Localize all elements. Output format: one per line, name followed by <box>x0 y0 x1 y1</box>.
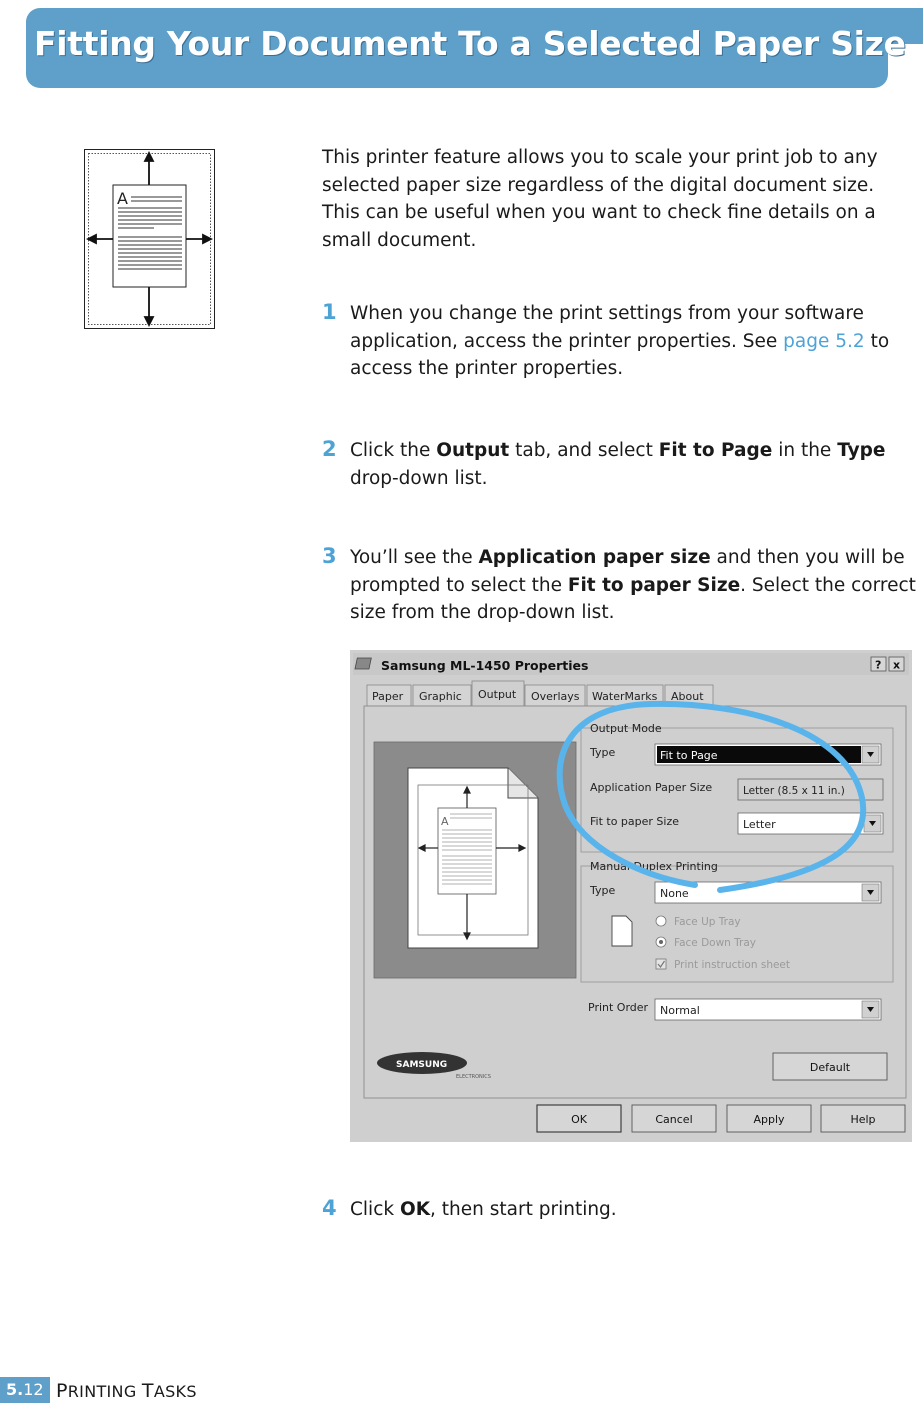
svg-text:Letter (8.5 x 11 in.): Letter (8.5 x 11 in.) <box>743 785 845 797</box>
step-number: 2 <box>322 437 337 461</box>
print-order-label: Print Order <box>588 1001 649 1014</box>
step-number: 1 <box>322 300 337 324</box>
svg-text:Print instruction sheet: Print instruction sheet <box>674 959 791 971</box>
svg-text:WaterMarks: WaterMarks <box>592 690 658 703</box>
step-number: 3 <box>322 544 337 568</box>
step-2 <box>322 437 917 492</box>
step-1 <box>322 300 917 383</box>
svg-text:Letter: Letter <box>743 818 776 831</box>
svg-text:About: About <box>671 690 704 703</box>
page-footer <box>0 1377 923 1403</box>
svg-text:None: None <box>660 887 689 900</box>
svg-text:SAMSUNG: SAMSUNG <box>396 1060 448 1070</box>
illustration-letter: A <box>117 189 128 208</box>
svg-text:Help: Help <box>850 1113 876 1126</box>
section-name: PRINTING TASKS <box>56 1380 197 1402</box>
type-label: Type <box>590 746 616 759</box>
step-text: Click OK, then start printing. <box>350 1199 617 1220</box>
svg-text:x: x <box>893 658 901 672</box>
svg-text:ELECTRONICS: ELECTRONICS <box>456 1074 491 1080</box>
page-icon <box>612 916 632 946</box>
step-4 <box>322 1196 917 1224</box>
application-paper-size-label: Application Paper Size <box>590 781 713 794</box>
properties-dialog-screenshot <box>350 650 912 1142</box>
svg-text:Face Down Tray: Face Down Tray <box>674 937 757 949</box>
svg-text:Fit to Page: Fit to Page <box>660 749 718 762</box>
page-number: 5.12 <box>0 1377 50 1403</box>
face-up-radio[interactable] <box>656 916 666 926</box>
step-number: 4 <box>322 1196 337 1220</box>
intro-paragraph: This printer feature allows you to scale your print job to any selected paper size regardless of the digital document size. This can be useful when you want to check fine details on a small document. <box>322 147 878 251</box>
svg-text:Output: Output <box>478 688 517 701</box>
page-link[interactable]: page 5.2 <box>783 330 865 352</box>
step-3 <box>322 544 917 627</box>
preview-document <box>408 768 538 948</box>
svg-text:Apply: Apply <box>753 1113 785 1126</box>
window-icon <box>355 658 371 669</box>
step-text: Click the Output tab, and select Fit to Page in the Type drop-down list. <box>350 440 886 489</box>
svg-text:Paper: Paper <box>372 690 404 703</box>
output-mode-legend: Output Mode <box>590 722 662 735</box>
svg-text:OK: OK <box>571 1113 587 1126</box>
step-text: When you change the print settings from your software application, access the printer properties. See page 5.2 to access the printer properties. <box>350 303 890 379</box>
fit-to-paper-size-label: Fit to paper Size <box>590 815 680 828</box>
duplex-type-label: Type <box>590 884 616 897</box>
dialog-title: Samsung ML-1450 Properties <box>381 658 589 673</box>
svg-text:Overlays: Overlays <box>531 690 580 703</box>
svg-text:Graphic: Graphic <box>419 690 462 703</box>
svg-text:Cancel: Cancel <box>655 1113 693 1126</box>
svg-text:Face Up Tray: Face Up Tray <box>674 916 741 928</box>
instruction-sheet-checkbox[interactable] <box>656 959 666 969</box>
step-text: You’ll see the Application paper size and then you will be prompted to select the Fit to paper Size. Select the correct size from the drop-down list. <box>350 547 916 623</box>
manual-duplex-legend: Manual Duplex Printing <box>590 860 718 873</box>
page-title: Fitting Your Document To a Selected Paper Size <box>34 24 906 63</box>
scaling-illustration <box>84 149 215 329</box>
svg-text:Normal: Normal <box>660 1004 700 1017</box>
svg-text:Default: Default <box>809 1061 851 1074</box>
svg-text:?: ? <box>875 658 882 672</box>
preview-letter: A <box>441 815 449 828</box>
